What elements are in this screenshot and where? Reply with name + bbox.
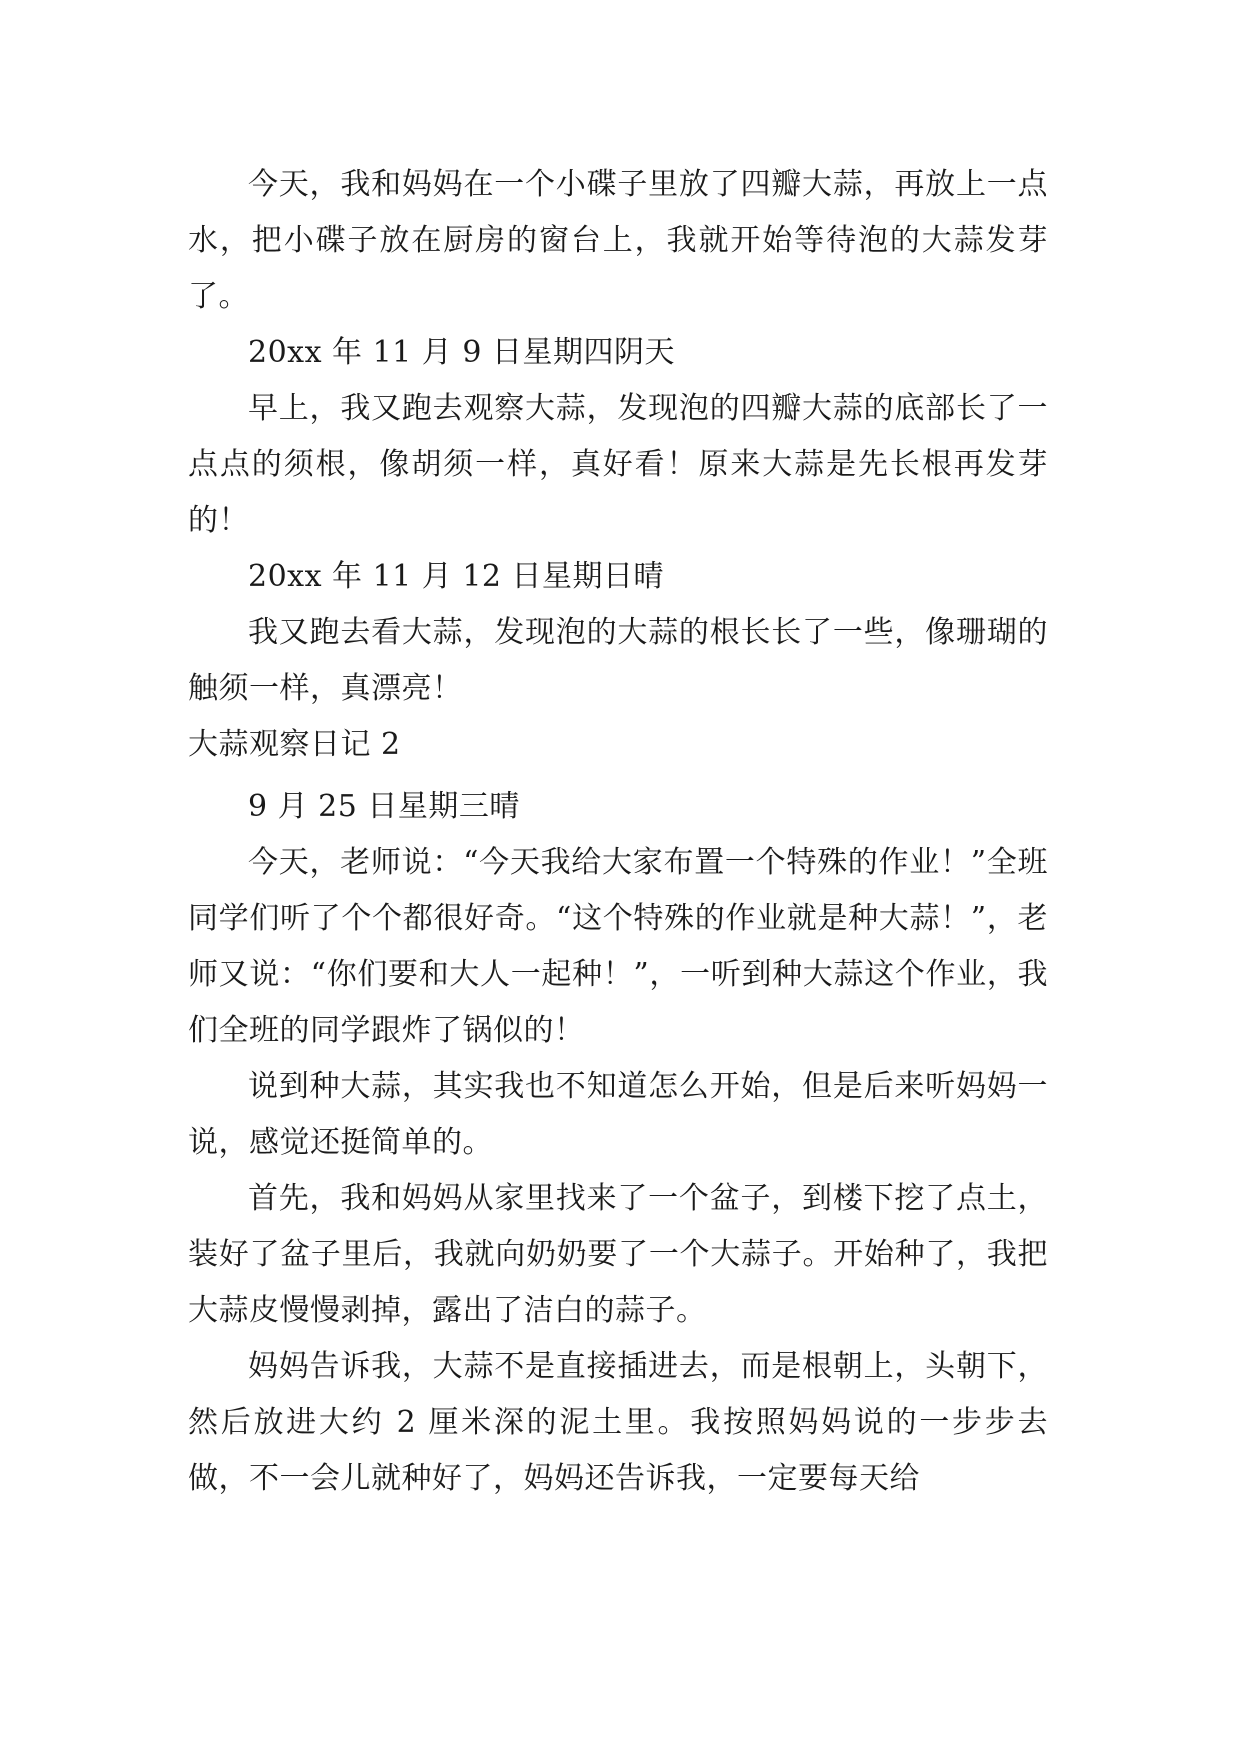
paragraph: 今天，老师说：“今天我给大家布置一个特殊的作业！”全班同学们听了个个都很好奇。“这个特殊的作业就是种大蒜！”，老师又说：“你们要和大人一起种！”，一听到种大蒜这个作业，我们全班的同学跟炸了锅似的！ xyxy=(188,845,1048,1048)
paragraph: 妈妈告诉我，大蒜不是直接插进去，而是根朝上，头朝下，然后放进大约 2 厘米深的泥土里。我按照妈妈说的一步步去做，不一会儿就种好了，妈妈还告诉我，一定要每天给 xyxy=(188,1349,1048,1496)
diary-date-line: 20xx 年 11 月 12 日星期日晴 xyxy=(248,559,665,594)
paragraph: 说到种大蒜，其实我也不知道怎么开始，但是后来听妈妈一说，感觉还挺简单的。 xyxy=(188,1069,1048,1160)
document-body xyxy=(188,157,1048,1507)
paragraph: 我又跑去看大蒜，发现泡的大蒜的根长长了一些，像珊瑚的触须一样，真漂亮！ xyxy=(188,615,1048,706)
diary-date-line: 20xx 年 11 月 9 日星期四阴天 xyxy=(248,335,675,370)
paragraph: 今天，我和妈妈在一个小碟子里放了四瓣大蒜，再放上一点水，把小碟子放在厨房的窗台上，我就开始等待泡的大蒜发芽了。 xyxy=(188,167,1048,314)
paragraph: 首先，我和妈妈从家里找来了一个盆子，到楼下挖了点土，装好了盆子里后，我就向奶奶要了一个大蒜子。开始种了，我把大蒜皮慢慢剥掉，露出了洁白的蒜子。 xyxy=(188,1181,1048,1328)
section-heading: 大蒜观察日记 2 xyxy=(188,727,401,762)
paragraph: 早上，我又跑去观察大蒜，发现泡的四瓣大蒜的底部长了一点点的须根，像胡须一样，真好看！原来大蒜是先长根再发芽的！ xyxy=(188,391,1048,538)
diary-date-line: 9 月 25 日星期三晴 xyxy=(248,789,520,824)
